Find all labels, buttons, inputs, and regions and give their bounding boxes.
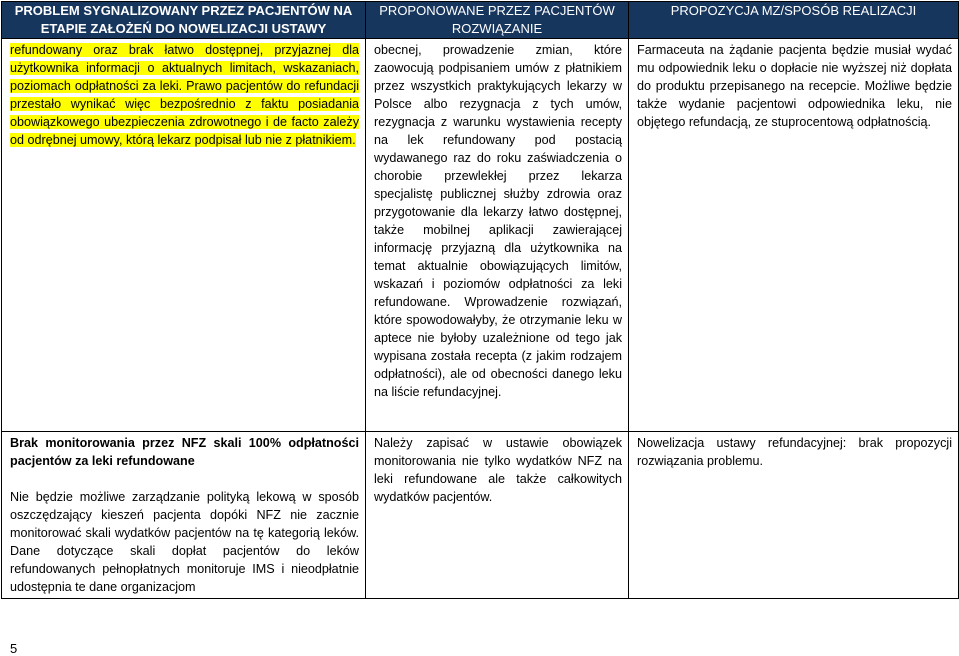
table-row: [2, 39, 959, 432]
problem-title: Brak monitorowania przez NFZ skali 100% odpłatności pacjentów za leki refundowane: [10, 436, 359, 468]
proposal-text: Nowelizacja ustawy refundacyjnej: brak propozycji rozwiązania problemu.: [637, 436, 952, 468]
header-proposal: PROPOZYCJA MZ/SPOSÓB REALIZACJI: [629, 2, 959, 39]
proposal-table: [1, 1, 959, 599]
solution-cell: [366, 39, 629, 432]
header-row: [2, 2, 959, 39]
header-problem: PROBLEM SYGNALIZOWANY PRZEZ PACJENTÓW NA ETAPIE ZAŁOŻEŃ DO NOWELIZACJI USTAWY: [2, 2, 366, 39]
solution-text: Należy zapisać w ustawie obowiązek monitorowania nie tylko wydatków NFZ na leki refundowane ale także całkowitych wydatków pacjentów.: [374, 436, 622, 504]
highlighted-problem-text: refundowany oraz brak łatwo dostępnej, przyjaznej dla użytkownika informacji o aktualnych limitach, wskazaniach, poziomach odpłatności za leki. Prawo pacjentów do refundacji przestało wynikać więc bezpośrednio z faktu posiadania obowiązkowego ubezpieczenia zdrowotnego i de facto zależy od odrębnej umowy, którą lekarz podpisał lub nie z płatnikiem.: [10, 43, 359, 147]
proposal-cell: [629, 432, 959, 599]
proposal-text: Farmaceuta na żądanie pacjenta będzie musiał wydać mu odpowiednik leku o dopłacie nie wyższej niż dopłata do produktu przepisanego na recepcie. Możliwe będzie także wydanie pacjentowi odpowiednika leku, nie objętego refundacją, ze stuprocentową odpłatnością.: [637, 43, 952, 129]
problem-cell: [2, 432, 366, 599]
solution-cell: [366, 432, 629, 599]
header-solution: PROPONOWANE PRZEZ PACJENTÓW ROZWIĄZANIE: [366, 2, 629, 39]
table-row: [2, 432, 959, 599]
problem-cell: [2, 39, 366, 432]
page-number: 5: [10, 641, 18, 656]
problem-body: Nie będzie możliwe zarządzanie polityką lekową w sposób oszczędzający kieszeń pacjenta dopóki NFZ nie zacznie monitorować skali wydatków pacjentów na tę kategorią leków. Dane dotyczące skali dopłat pacjentów do leków refundowanych pełnopłatnych monitoruje IMS i nieodpłatnie udostępnia te dane organizacjom: [10, 490, 359, 594]
proposal-cell: [629, 39, 959, 432]
solution-text: obecnej, prowadzenie zmian, które zaowocują podpisaniem umów z płatnikiem przez wszystkich praktykujących lekarzy w Polsce albo rezygnacja z tych umów, rezygnacja z warunku wystawienia recepty na lek refundowany pod postacią wydawanego raz do roku zaświadczenia o chorobie przewlekłej przez lekarza specjalistę publicznej służby zdrowia oraz przygotowanie dla lekarzy łatwo dostępnej, także mobilnej aplikacji zawierającej informację przyjazną dla użytkownika na temat aktualnie obowiązujących limitów, wskazań i poziomów odpłatności za leki refundowane. Wprowadzenie rozwiązań, które spowodowałyby, że otrzymanie leku w aptece nie byłoby uzależnione od tego jak wypisana została recepta (z jakim rodzajem odpłatności), ale od obecności danego leku na liście refundacyjnej.: [374, 43, 622, 399]
